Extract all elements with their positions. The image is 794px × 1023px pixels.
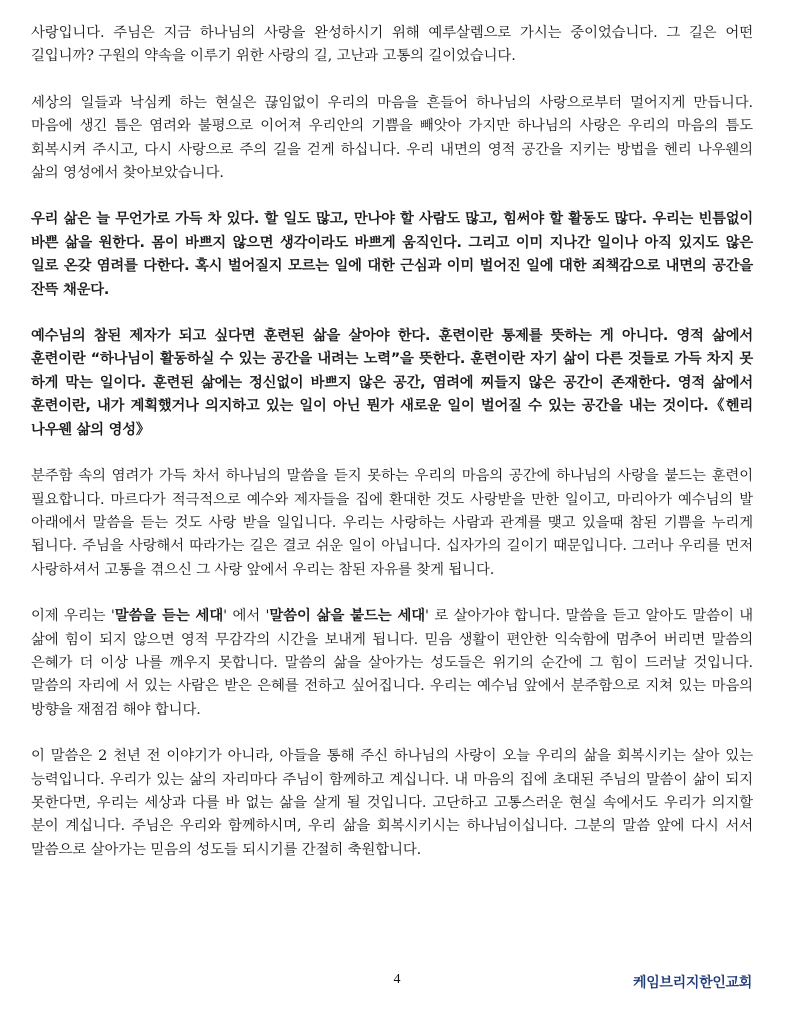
paragraph-6-post: ' 로 살아가야 합니다. 말씀을 듣고 알아도 말씀이 내 삶에 힘이 되지 않으면 영적 무감각의 시간을 보내게 됩니다. 믿음 생활이 편안한 익숙함에 멈추어 버리면 말씀의 은혜가 더 이상 나를 깨우지 못합니다. 말씀의 삶을 살아가는 성도들은 위기의 순간에 그 힘이 드러날 것입니다. 말씀의 자리에 서 있는 사람은 받은 은혜를 전하고 싶어집니다. 우리는 예수님 앞에서 분주함으로 지쳐 있는 마음의 방향을 재점검 해야 합니다. <box>31 608 754 718</box>
church-name: 케임브리지한인교회 <box>632 975 752 991</box>
paragraph-5: 분주함 속의 염려가 가득 차서 하나님의 말씀을 듣지 못하는 우리의 마음의 공간에 하나님의 사랑을 붙드는 훈련이 필요합니다. 마르다가 적극적으로 예수와 제자들을 집에 환대한 것도 사랑받을 만한 일이고, 마리아가 예수님의 발 아래에서 말씀을 듣는 것도 사랑 받을 일입니다. 우리는 사랑하는 사람과 관계를 맺고 있을때 참된 기쁨을 누리게 됩니다. 주님을 사랑해서 따라가는 길은 결코 쉬운 일이 아닙니다. 십자가의 길이기 때문입니다. 그러나 우리를 먼저 사랑하셔서 고통을 겪으신 그 사랑 앞에서 우리는 참된 자유를 찾게 됩니다. <box>31 468 753 578</box>
page-number: 4 <box>393 972 401 987</box>
quote-paragraph-2: 예수님의 참된 제자가 되고 싶다면 훈련된 삶을 살아야 한다. 훈련이란 통제를 뜻하는 게 아니다. 영적 삶에서 훈련이란 “하나님이 활동하실 수 있는 공간을 내려는 노력”을 뜻한다. 훈련이란 자기 삶이 다른 것들로 가득 차지 못 하게 막는 일이다. 훈련된 삶에는 정신없이 바쁘지 않은 공간, 염려에 찌들지 않은 공간이 존재한다. 영적 삶에서 훈련이란, 내가 계획했거나 의지하고 있는 일이 아닌 뭔가 새로운 일이 벌어질 수 있는 공간을 내는 것이다.《헨리 나우웬 삶의 영성》 <box>31 328 753 438</box>
paragraph-6-pre: 이제 우리는 ' <box>31 608 115 625</box>
document-body <box>31 22 753 885</box>
paragraph-6-mid: ' 에서 ' <box>223 608 270 625</box>
paragraph-7: 이 말씀은 2 천년 전 이야기가 아니라, 아들을 통해 주신 하나님의 사랑이 오늘 우리의 삶을 회복시키는 살아 있는 능력입니다. 우리가 있는 삶의 자리마다 주님이 함께하고 계십니다. 내 마음의 집에 초대된 주님의 말씀이 삶이 되지 못한다면, 우리는 세상과 다를 바 없는 삶을 살게 될 것입니다. 고단하고 고통스러운 현실 속에서도 우리가 의지할 분이 계십니다. 주님은 우리와 함께하시며, 우리 삶을 회복시키시는 하나님이십니다. 그분의 말씀 앞에 다시 서서 말씀으로 살아가는 믿음의 성도들 되시기를 간절히 축원합니다. <box>31 748 753 858</box>
phrase-hearing-generation: 말씀을 듣는 세대 <box>114 608 224 625</box>
quote-paragraph-1: 우리 삶은 늘 무언가로 가득 차 있다. 할 일도 많고, 만나야 할 사람도 많고, 힘써야 할 활동도 많다. 우리는 빈틈없이 바쁜 삶을 원한다. 몸이 바쁘지 않으면 생각이라도 바쁘게 움직인다. 그리고 이미 지나간 일이나 아직 있지도 않은 일로 온갖 염려를 다한다. 혹시 벌어질지 모르는 일에 대한 근심과 이미 벌어진 일에 대한 죄책감으로 내면의 공간을 잔뜩 채운다. <box>31 211 753 298</box>
paragraph-1: 사랑입니다. 주님은 지금 하나님의 사랑을 완성하시기 위해 예루살렘으로 가시는 중이었습니다. 그 길은 어떤 길입니까? 구원의 약속을 이루기 위한 사랑의 길, 고난과 고통의 길이었습니다. <box>31 25 753 65</box>
paragraph-2: 세상의 일들과 낙심케 하는 현실은 끊임없이 우리의 마음을 흔들어 하나님의 사랑으로부터 멀어지게 만듭니다. 마음에 생긴 틈은 염려와 불평으로 이어져 우리안의 기쁨을 빼앗아 가지만 하나님의 사랑은 우리의 마음의 틈도 회복시켜 주시고, 다시 사랑으로 주의 길을 걷게 하십니다. 우리 내면의 영적 공간을 지키는 방법을 헨리 나우웬의 삶의 영성에서 찾아보았습니다. <box>31 94 753 182</box>
paragraph-6 <box>31 605 753 722</box>
phrase-holding-generation: 말씀이 삶을 붙드는 세대 <box>269 608 426 625</box>
